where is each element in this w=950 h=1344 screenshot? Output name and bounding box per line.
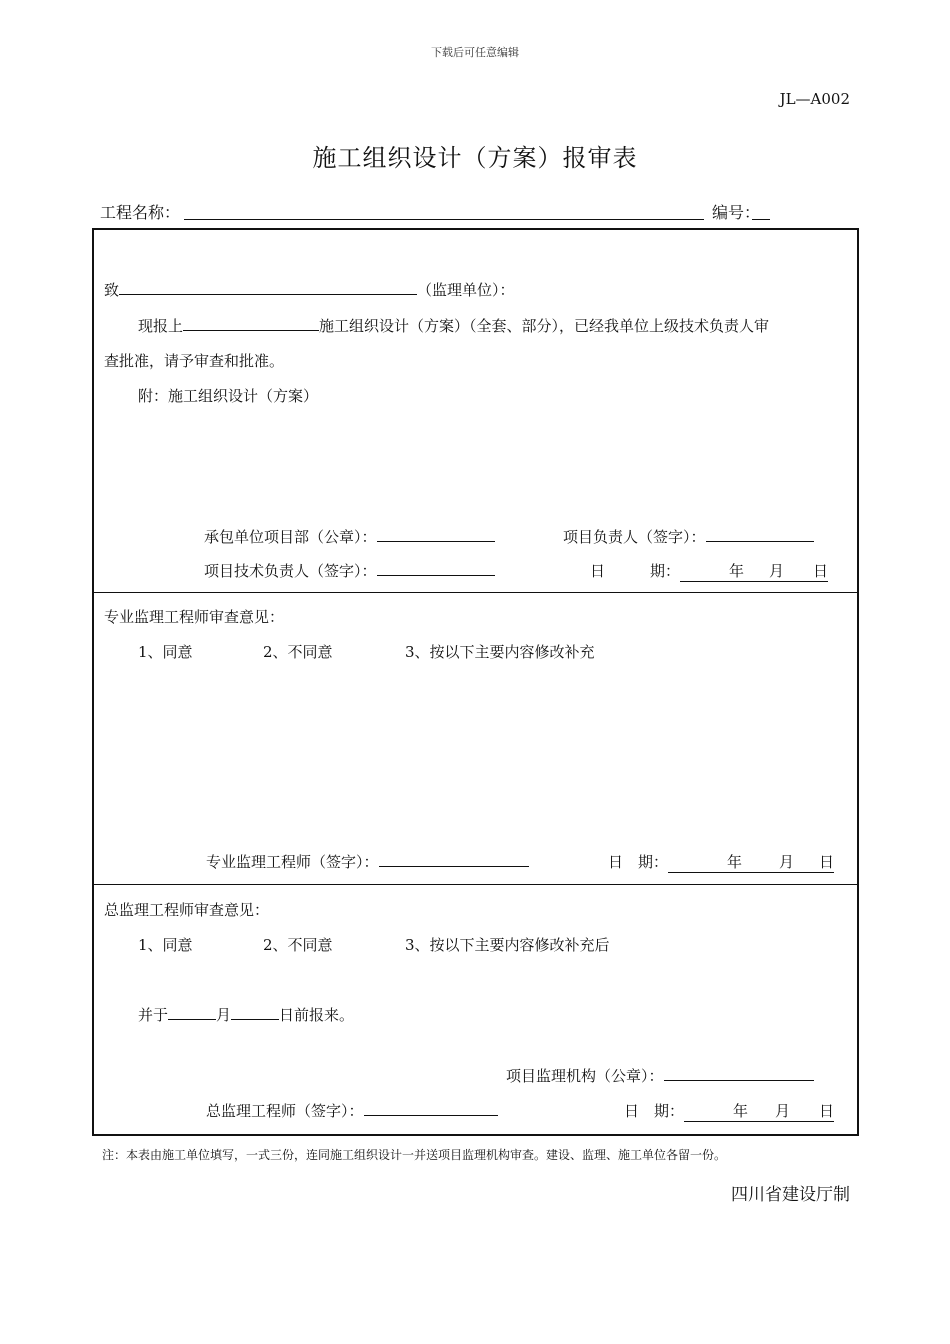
- project-manager-row: 项目负责人（签字）：: [563, 526, 814, 547]
- tech-manager-sign-field[interactable]: [377, 560, 495, 576]
- section1-date-row: 日 期： 年 月 日: [590, 562, 829, 580]
- section1-date-field[interactable]: 年 月 日: [680, 560, 828, 582]
- issuer: 四川省建设厅制: [731, 1185, 850, 1205]
- section2-date-field[interactable]: 年 月 日: [668, 851, 834, 873]
- specialist-sign-field[interactable]: [379, 851, 529, 867]
- specialist-option-disagree[interactable]: 2、不同意: [263, 643, 333, 661]
- section3-date-field[interactable]: 年 月 日: [684, 1100, 834, 1122]
- addressee-line: 致 （监理单位）：: [104, 281, 515, 299]
- form-title: 施工组织设计（方案）报审表: [312, 144, 638, 172]
- resubmit-deadline-row: 并于 月 日前报来。: [138, 1006, 355, 1024]
- project-name-field[interactable]: [184, 219, 704, 220]
- section2-date-row: 日 期： 年 月 日: [608, 853, 835, 871]
- tech-manager-row: 项目技术负责人（签字）：: [204, 560, 495, 581]
- section-divider-2: [94, 884, 857, 885]
- submission-line-2: 查批准，请予审查和批准。: [104, 352, 285, 370]
- chief-review-heading: 总监理工程师审查意见：: [104, 901, 270, 919]
- section3-date-row: 日 期： 年 月 日: [624, 1102, 835, 1120]
- plan-name-field[interactable]: [183, 315, 319, 331]
- supervision-org-seal-field[interactable]: [664, 1065, 814, 1081]
- chief-sign-field[interactable]: [364, 1100, 498, 1116]
- form-table: [92, 228, 859, 1136]
- form-code: JL—A002: [779, 90, 850, 108]
- supervision-org-seal-row: 项目监理机构（公章）：: [506, 1065, 814, 1086]
- chief-sign-row: 总监理工程师（签字）：: [206, 1100, 498, 1121]
- supervision-unit-field[interactable]: [119, 279, 417, 295]
- project-row: [100, 200, 770, 222]
- chief-option-revise[interactable]: 3、按以下主要内容修改补充后: [405, 936, 610, 954]
- chief-option-agree[interactable]: 1、同意: [138, 936, 193, 954]
- project-name-label: 工程名称：: [100, 203, 181, 222]
- contractor-seal-field[interactable]: [377, 526, 495, 542]
- resubmit-day-field[interactable]: [231, 1004, 279, 1020]
- form-number-label: 编号：: [712, 203, 761, 222]
- specialist-option-agree[interactable]: 1、同意: [138, 643, 193, 661]
- specialist-sign-row: 专业监理工程师（签字）：: [206, 851, 529, 872]
- header-note: 下载后可任意编辑: [431, 46, 519, 59]
- specialist-option-revise[interactable]: 3、按以下主要内容修改补充: [405, 643, 595, 661]
- footnote: 注：本表由施工单位填写，一式三份，连同施工组织设计一并送项目监理机构审查。建设、监理、施工单位各留一份。: [102, 1148, 727, 1162]
- specialist-review-heading: 专业监理工程师审查意见：: [104, 608, 285, 626]
- section-divider-1: [94, 592, 857, 593]
- form-number-field[interactable]: [752, 219, 770, 220]
- attachment-line: 附：施工组织设计（方案）: [138, 387, 319, 405]
- submission-line: 现报上 施工组织设计（方案）（全套、部分），已经我单位上级技术负责人审: [138, 317, 770, 335]
- chief-option-disagree[interactable]: 2、不同意: [263, 936, 333, 954]
- project-manager-sign-field[interactable]: [706, 526, 814, 542]
- resubmit-month-field[interactable]: [168, 1004, 216, 1020]
- contractor-seal-row: 承包单位项目部（公章）：: [204, 526, 495, 547]
